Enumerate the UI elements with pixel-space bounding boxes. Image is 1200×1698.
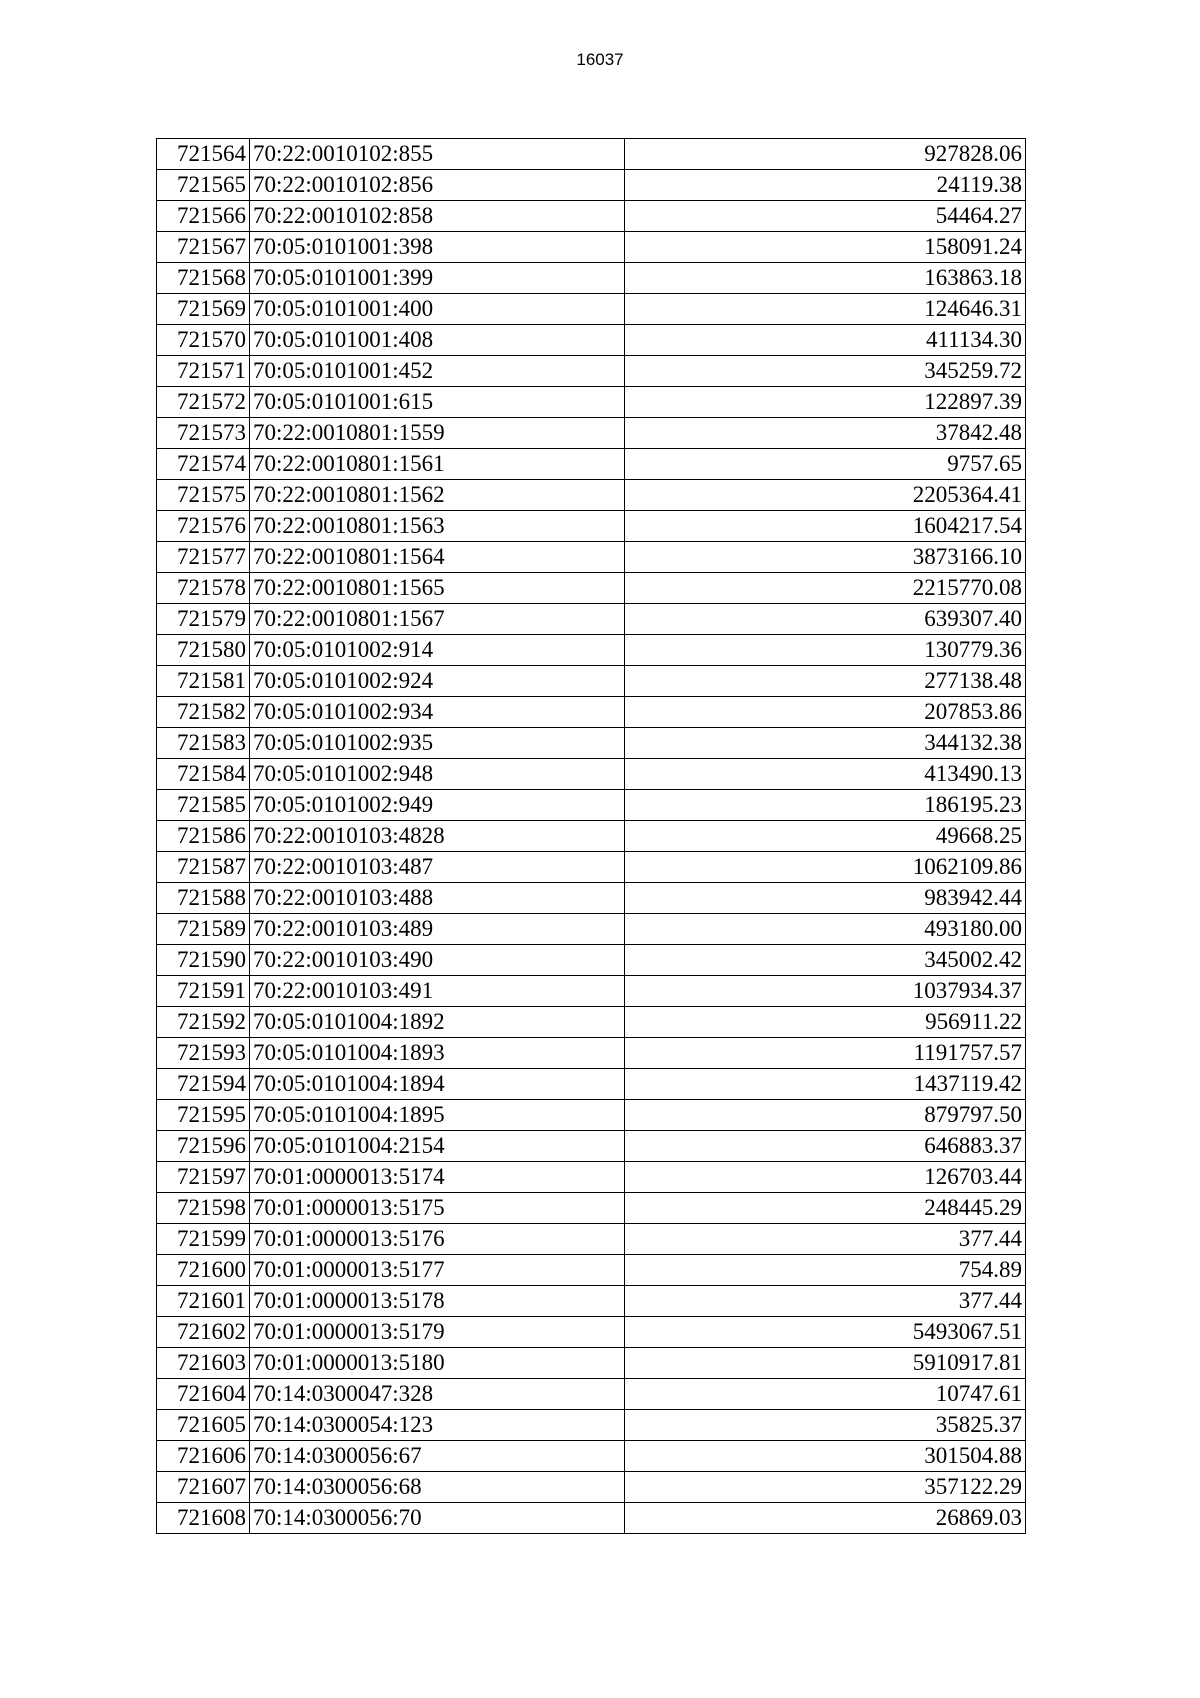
table-row — [157, 1038, 1026, 1069]
cadastral-number-cell: 70:22:0010801:1562 — [250, 480, 625, 511]
value-cell: 377.44 — [625, 1286, 1026, 1317]
table-row — [157, 1379, 1026, 1410]
table-row — [157, 1193, 1026, 1224]
table-row — [157, 1224, 1026, 1255]
cadastral-number-cell: 70:22:0010801:1559 — [250, 418, 625, 449]
row-number-cell: 721584 — [157, 759, 250, 790]
table-row — [157, 356, 1026, 387]
value-cell: 163863.18 — [625, 263, 1026, 294]
row-number-cell: 721606 — [157, 1441, 250, 1472]
row-number-cell: 721595 — [157, 1100, 250, 1131]
row-number-cell: 721586 — [157, 821, 250, 852]
row-number-cell: 721571 — [157, 356, 250, 387]
cadastral-number-cell: 70:14:0300056:70 — [250, 1503, 625, 1534]
cadastral-number-cell: 70:14:0300056:68 — [250, 1472, 625, 1503]
cadastral-number-cell: 70:14:0300047:328 — [250, 1379, 625, 1410]
row-number-cell: 721567 — [157, 232, 250, 263]
row-number-cell: 721568 — [157, 263, 250, 294]
table-row — [157, 232, 1026, 263]
row-number-cell: 721569 — [157, 294, 250, 325]
row-number-cell: 721566 — [157, 201, 250, 232]
row-number-cell: 721576 — [157, 511, 250, 542]
cadastral-number-cell: 70:22:0010103:487 — [250, 852, 625, 883]
value-cell: 983942.44 — [625, 883, 1026, 914]
cadastral-number-cell: 70:22:0010103:489 — [250, 914, 625, 945]
row-number-cell: 721565 — [157, 170, 250, 201]
value-cell: 35825.37 — [625, 1410, 1026, 1441]
row-number-cell: 721593 — [157, 1038, 250, 1069]
value-cell: 1604217.54 — [625, 511, 1026, 542]
cadastral-number-cell: 70:14:0300054:123 — [250, 1410, 625, 1441]
row-number-cell: 721596 — [157, 1131, 250, 1162]
table-row — [157, 511, 1026, 542]
table-row — [157, 852, 1026, 883]
cadastral-number-cell: 70:05:0101002:935 — [250, 728, 625, 759]
value-cell: 130779.36 — [625, 635, 1026, 666]
cadastral-number-cell: 70:22:0010102:855 — [250, 139, 625, 170]
cadastral-number-cell: 70:05:0101002:948 — [250, 759, 625, 790]
value-cell: 1037934.37 — [625, 976, 1026, 1007]
table-row — [157, 1348, 1026, 1379]
cadastral-number-cell: 70:01:0000013:5175 — [250, 1193, 625, 1224]
value-cell: 26869.03 — [625, 1503, 1026, 1534]
page-number: 16037 — [576, 50, 624, 69]
value-cell: 2215770.08 — [625, 573, 1026, 604]
cadastral-number-cell: 70:05:0101002:924 — [250, 666, 625, 697]
row-number-cell: 721574 — [157, 449, 250, 480]
table-row — [157, 480, 1026, 511]
cadastral-number-cell: 70:01:0000013:5180 — [250, 1348, 625, 1379]
table-body — [157, 139, 1026, 1534]
cadastral-number-cell: 70:05:0101001:398 — [250, 232, 625, 263]
table-row — [157, 914, 1026, 945]
value-cell: 639307.40 — [625, 604, 1026, 635]
value-cell: 493180.00 — [625, 914, 1026, 945]
table-row — [157, 1503, 1026, 1534]
table-row — [157, 201, 1026, 232]
value-cell: 646883.37 — [625, 1131, 1026, 1162]
table-row — [157, 883, 1026, 914]
row-number-cell: 721597 — [157, 1162, 250, 1193]
value-cell: 345002.42 — [625, 945, 1026, 976]
value-cell: 2205364.41 — [625, 480, 1026, 511]
row-number-cell: 721575 — [157, 480, 250, 511]
row-number-cell: 721581 — [157, 666, 250, 697]
table-row — [157, 1410, 1026, 1441]
row-number-cell: 721578 — [157, 573, 250, 604]
value-cell: 344132.38 — [625, 728, 1026, 759]
row-number-cell: 721602 — [157, 1317, 250, 1348]
value-cell: 122897.39 — [625, 387, 1026, 418]
row-number-cell: 721580 — [157, 635, 250, 666]
row-number-cell: 721588 — [157, 883, 250, 914]
cadastral-number-cell: 70:22:0010103:491 — [250, 976, 625, 1007]
row-number-cell: 721598 — [157, 1193, 250, 1224]
table-row — [157, 294, 1026, 325]
table-row — [157, 635, 1026, 666]
row-number-cell: 721572 — [157, 387, 250, 418]
table-row — [157, 1007, 1026, 1038]
table-row — [157, 728, 1026, 759]
row-number-cell: 721590 — [157, 945, 250, 976]
value-cell: 5910917.81 — [625, 1348, 1026, 1379]
cadastral-number-cell: 70:05:0101001:400 — [250, 294, 625, 325]
cadastral-number-cell: 70:22:0010801:1561 — [250, 449, 625, 480]
cadastral-number-cell: 70:05:0101004:1895 — [250, 1100, 625, 1131]
row-number-cell: 721603 — [157, 1348, 250, 1379]
row-number-cell: 721607 — [157, 1472, 250, 1503]
table-row — [157, 1441, 1026, 1472]
cadastral-number-cell: 70:22:0010103:488 — [250, 883, 625, 914]
row-number-cell: 721604 — [157, 1379, 250, 1410]
value-cell: 879797.50 — [625, 1100, 1026, 1131]
value-cell: 54464.27 — [625, 201, 1026, 232]
value-cell: 377.44 — [625, 1224, 1026, 1255]
row-number-cell: 721591 — [157, 976, 250, 1007]
table-row — [157, 1100, 1026, 1131]
registry-table — [156, 138, 1026, 1534]
table-row — [157, 387, 1026, 418]
value-cell: 10747.61 — [625, 1379, 1026, 1410]
value-cell: 956911.22 — [625, 1007, 1026, 1038]
cadastral-number-cell: 70:22:0010801:1564 — [250, 542, 625, 573]
row-number-cell: 721583 — [157, 728, 250, 759]
cadastral-number-cell: 70:22:0010103:4828 — [250, 821, 625, 852]
cadastral-number-cell: 70:22:0010801:1567 — [250, 604, 625, 635]
value-cell: 5493067.51 — [625, 1317, 1026, 1348]
value-cell: 301504.88 — [625, 1441, 1026, 1472]
row-number-cell: 721564 — [157, 139, 250, 170]
row-number-cell: 721601 — [157, 1286, 250, 1317]
row-number-cell: 721570 — [157, 325, 250, 356]
table-row — [157, 759, 1026, 790]
value-cell: 357122.29 — [625, 1472, 1026, 1503]
cadastral-number-cell: 70:05:0101004:2154 — [250, 1131, 625, 1162]
row-number-cell: 721608 — [157, 1503, 250, 1534]
cadastral-number-cell: 70:01:0000013:5179 — [250, 1317, 625, 1348]
cadastral-number-cell: 70:05:0101002:949 — [250, 790, 625, 821]
table-row — [157, 790, 1026, 821]
row-number-cell: 721594 — [157, 1069, 250, 1100]
value-cell: 186195.23 — [625, 790, 1026, 821]
cadastral-number-cell: 70:01:0000013:5177 — [250, 1255, 625, 1286]
table-row — [157, 1131, 1026, 1162]
value-cell: 1062109.86 — [625, 852, 1026, 883]
cadastral-number-cell: 70:05:0101004:1893 — [250, 1038, 625, 1069]
row-number-cell: 721585 — [157, 790, 250, 821]
table-row — [157, 1317, 1026, 1348]
cadastral-number-cell: 70:05:0101002:934 — [250, 697, 625, 728]
cadastral-number-cell: 70:22:0010102:858 — [250, 201, 625, 232]
table-row — [157, 945, 1026, 976]
cadastral-number-cell: 70:05:0101001:452 — [250, 356, 625, 387]
cadastral-number-cell: 70:05:0101001:408 — [250, 325, 625, 356]
table-row — [157, 418, 1026, 449]
table-row — [157, 697, 1026, 728]
value-cell: 277138.48 — [625, 666, 1026, 697]
table-row — [157, 325, 1026, 356]
table-row — [157, 1286, 1026, 1317]
value-cell: 248445.29 — [625, 1193, 1026, 1224]
value-cell: 411134.30 — [625, 325, 1026, 356]
cadastral-number-cell: 70:22:0010801:1565 — [250, 573, 625, 604]
cadastral-number-cell: 70:01:0000013:5174 — [250, 1162, 625, 1193]
value-cell: 9757.65 — [625, 449, 1026, 480]
value-cell: 37842.48 — [625, 418, 1026, 449]
value-cell: 24119.38 — [625, 170, 1026, 201]
cadastral-number-cell: 70:05:0101004:1892 — [250, 1007, 625, 1038]
row-number-cell: 721587 — [157, 852, 250, 883]
table-row — [157, 263, 1026, 294]
table-row — [157, 542, 1026, 573]
value-cell: 1191757.57 — [625, 1038, 1026, 1069]
cadastral-number-cell: 70:01:0000013:5178 — [250, 1286, 625, 1317]
cadastral-number-cell: 70:14:0300056:67 — [250, 1441, 625, 1472]
value-cell: 3873166.10 — [625, 542, 1026, 573]
table-row — [157, 604, 1026, 635]
cadastral-number-cell: 70:22:0010103:490 — [250, 945, 625, 976]
cadastral-number-cell: 70:22:0010102:856 — [250, 170, 625, 201]
table-row — [157, 821, 1026, 852]
value-cell: 207853.86 — [625, 697, 1026, 728]
table-row — [157, 1472, 1026, 1503]
table-row — [157, 976, 1026, 1007]
row-number-cell: 721579 — [157, 604, 250, 635]
row-number-cell: 721577 — [157, 542, 250, 573]
cadastral-number-cell: 70:05:0101001:399 — [250, 263, 625, 294]
row-number-cell: 721573 — [157, 418, 250, 449]
row-number-cell: 721600 — [157, 1255, 250, 1286]
table-row — [157, 139, 1026, 170]
value-cell: 49668.25 — [625, 821, 1026, 852]
value-cell: 754.89 — [625, 1255, 1026, 1286]
value-cell: 126703.44 — [625, 1162, 1026, 1193]
row-number-cell: 721592 — [157, 1007, 250, 1038]
table-row — [157, 1162, 1026, 1193]
cadastral-number-cell: 70:05:0101004:1894 — [250, 1069, 625, 1100]
cadastral-number-cell: 70:01:0000013:5176 — [250, 1224, 625, 1255]
cadastral-number-cell: 70:05:0101001:615 — [250, 387, 625, 418]
value-cell: 345259.72 — [625, 356, 1026, 387]
table-row — [157, 573, 1026, 604]
row-number-cell: 721589 — [157, 914, 250, 945]
table-row — [157, 170, 1026, 201]
table-row — [157, 666, 1026, 697]
value-cell: 927828.06 — [625, 139, 1026, 170]
value-cell: 124646.31 — [625, 294, 1026, 325]
table-row — [157, 1069, 1026, 1100]
table-row — [157, 449, 1026, 480]
cadastral-number-cell: 70:22:0010801:1563 — [250, 511, 625, 542]
value-cell: 158091.24 — [625, 232, 1026, 263]
row-number-cell: 721605 — [157, 1410, 250, 1441]
row-number-cell: 721582 — [157, 697, 250, 728]
cadastral-number-cell: 70:05:0101002:914 — [250, 635, 625, 666]
value-cell: 413490.13 — [625, 759, 1026, 790]
table-row — [157, 1255, 1026, 1286]
row-number-cell: 721599 — [157, 1224, 250, 1255]
value-cell: 1437119.42 — [625, 1069, 1026, 1100]
